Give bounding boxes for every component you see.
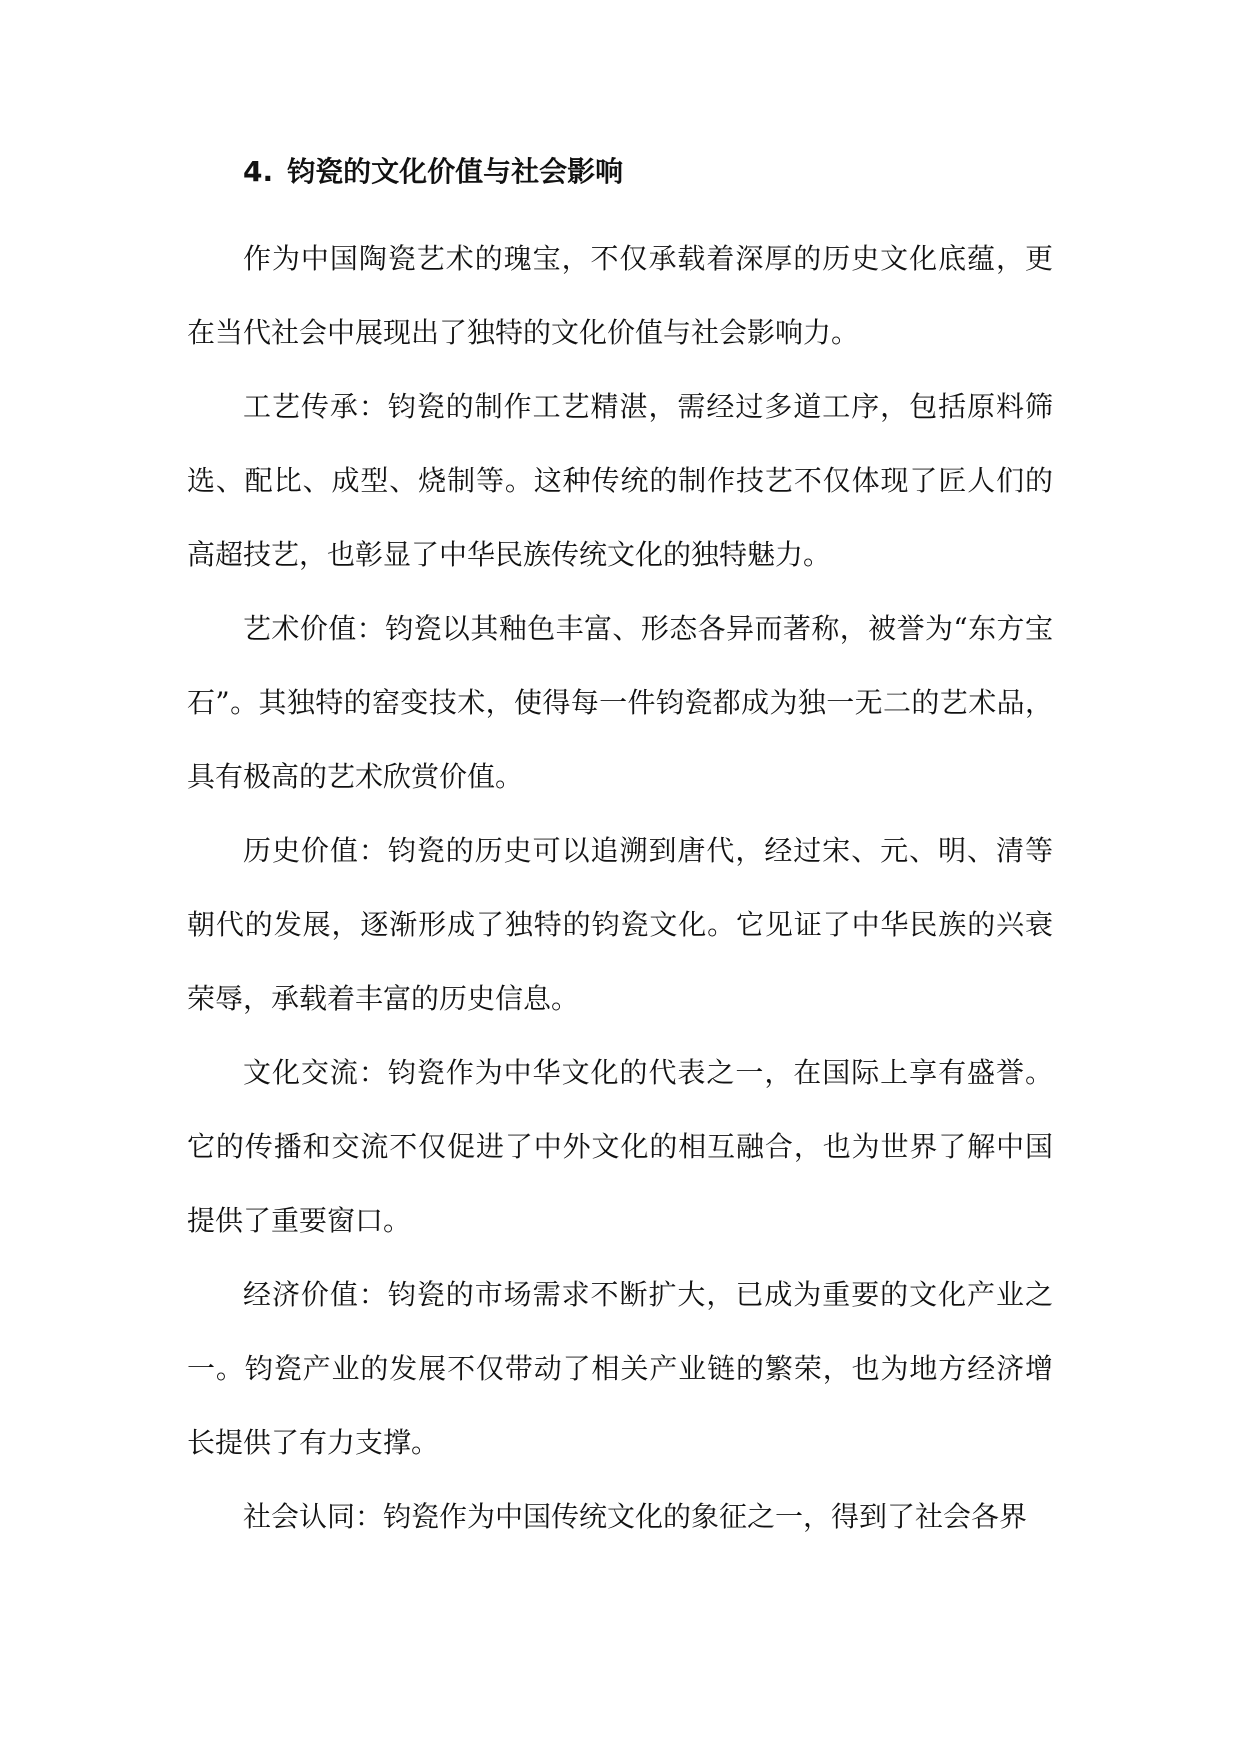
paragraph [187,1036,1053,1258]
paragraph [187,1258,1053,1480]
paragraph-line: 文化交流：钧瓷作为中华文化的代表之一，在国际上享有盛誉。 [243,1056,1053,1089]
paragraph-line: 在当代社会中展现出了独特的文化价值与社会影响力。 [187,316,860,349]
paragraph-line: 提供了重要窗口。 [187,1204,412,1237]
paragraph-line: 朝代的发展，逐渐形成了独特的钧瓷文化。它见证了中华民族的兴衰 [187,908,1053,941]
paragraph-line: 高超技艺，也彰显了中华民族传统文化的独特魅力。 [187,538,832,571]
paragraph [187,814,1053,1036]
section-heading [187,142,1053,202]
paragraph-line: 历史价值：钧瓷的历史可以追溯到唐代，经过宋、元、明、清等 [243,834,1053,867]
section-title: 钧瓷的文化价值与社会影响 [287,155,624,188]
paragraph [187,1480,1053,1554]
paragraph-line: 荣辱，承载着丰富的历史信息。 [187,982,580,1015]
paragraph-line: 艺术价值：钧瓷以其釉色丰富、形态各异而著称，被誉为“东方 [243,612,1025,645]
paragraph-line: 长提供了有力支撑。 [187,1426,440,1459]
paragraph-list [187,222,1053,1554]
paragraph-line: 它的传播和交流不仅促进了中外文化的相互融合，也为世界了解中国 [187,1130,1053,1163]
paragraph-line: 品，具有极高的艺术欣赏价值。 [187,686,1053,793]
paragraph [187,592,1053,814]
paragraph-line: 选、配比、成型、烧制等。这种传统的制作技艺不仅体现了匠人们的 [187,464,1053,497]
paragraph-line: 一。钧瓷产业的发展不仅带动了相关产业链的繁荣，也为地方经济增 [187,1352,1053,1385]
paragraph-line: 宝石”。其独特的窑变技术，使得每一件钧瓷都成为独一无二的艺术 [187,612,1053,719]
paragraph [187,222,1053,370]
paragraph-line: 社会认同：钧瓷作为中国传统文化的象征之一，得到了社会各界 [243,1500,1028,1533]
paragraph-line: 工艺传承：钧瓷的制作工艺精湛，需经过多道工序，包括原料筛 [243,390,1053,423]
paragraph-line: 经济价值：钧瓷的市场需求不断扩大，已成为重要的文化产业之 [243,1278,1053,1311]
paragraph-line: 作为中国陶瓷艺术的瑰宝，不仅承载着深厚的历史文化底蕴，更 [243,242,1053,275]
section-number: 4. [243,155,274,188]
paragraph [187,370,1053,592]
document-body [187,142,1053,1554]
